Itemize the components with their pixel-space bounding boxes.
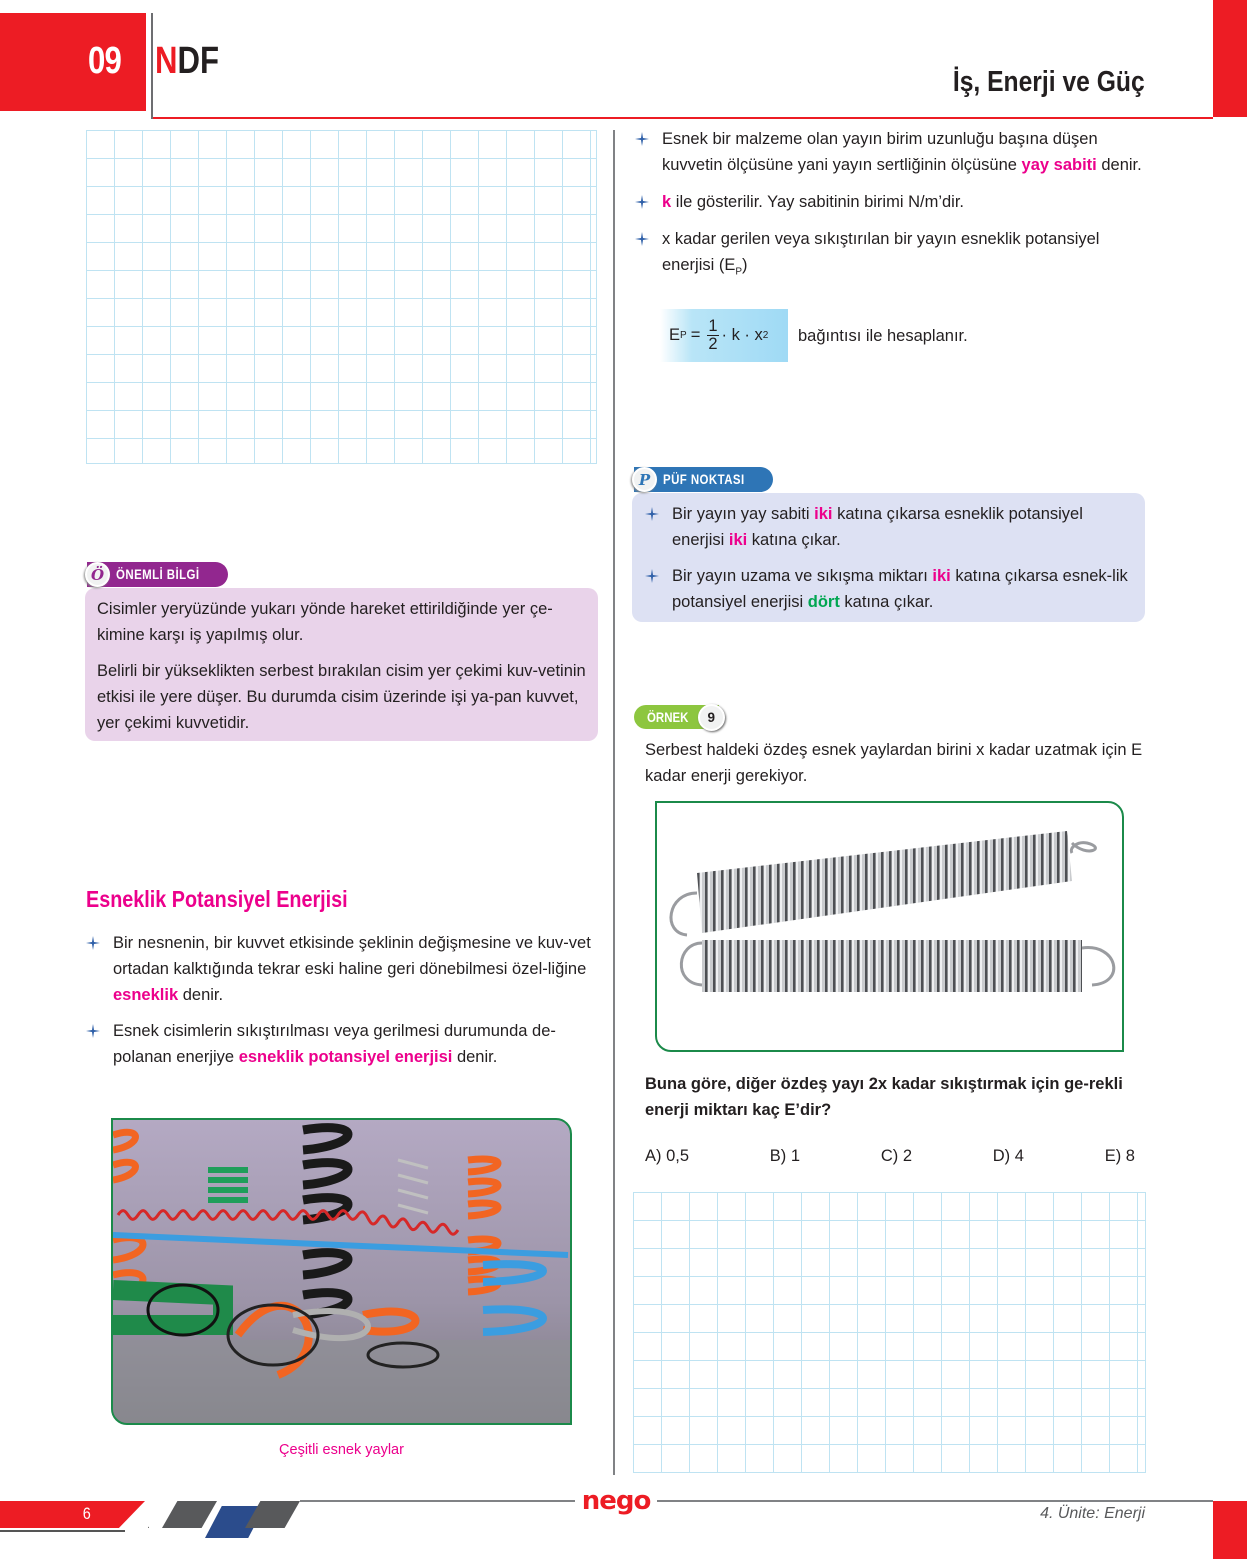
choice-c[interactable]: C) 2 [880,1147,912,1165]
choice-a[interactable]: A) 0,5 [645,1147,690,1165]
choice-e[interactable]: E) 8 [1104,1147,1135,1165]
example-label: ÖRNEK [647,709,689,725]
assorted-springs-image [113,1120,572,1425]
highlight-term: k [662,193,672,211]
puf-noktasi-box [632,493,1145,622]
bullet-text: Esnek bir malzeme olan yayın birim uzunluğu başına düşen kuvvetin ölçüsüne yani yayın sertliğinin ölçüsüne [662,130,1098,174]
puf-noktasi-label: PÜF NOKTASI [663,472,745,487]
footer-underline [0,1530,125,1532]
bullet-text: Bir yayın yay sabiti [672,505,815,523]
sparkle-bullet-icon [86,936,100,950]
sparkle-bullet-icon [635,232,649,246]
series-logo [155,40,219,83]
example-number: 9 [698,704,725,731]
section-title: Esneklik Potansiyel Enerjisi [86,886,348,912]
bullet-text: denir. [1096,156,1142,174]
bullet-text: Bir yayın uzama ve sıkışma miktarı [672,567,933,585]
onemli-bilgi-paragraph: Cisimler yeryüzünde yukarı yönde hareket ettirildiğinde yer çe-kimine karşı iş yapılmış olur. [97,600,553,644]
bullet-text: Bir nesnenin, bir kuvvet etkisinde şeklinin değişmesine ve kuv-vet ortadan kalktığında tekrar eski haline geri dönebilmesi özel-liğine [113,934,591,978]
publisher-logo: nego [575,1486,657,1516]
sparkle-bullet-icon [645,569,659,583]
list-item [86,930,601,1008]
grid-note-area-right [633,1192,1146,1473]
page-number-block [0,1501,145,1528]
footer-rule [300,1500,1213,1502]
bullet-text: ) [742,256,748,274]
highlight-term: iki [932,567,951,585]
formula-lhs-sub: P [680,330,687,341]
list-item [635,126,1150,178]
formula-equals: = [690,326,701,344]
puf-noktasi-badge [634,467,773,492]
bullet-text: x kadar gerilen veya sıkıştırılan bir yayın esneklik potansiyel enerjisi (E [662,230,1100,274]
example-badge [634,705,719,729]
bullet-text: denir. [452,1048,498,1066]
header-right-tab [1213,0,1247,117]
list-item [635,226,1150,285]
header-divider [151,13,153,119]
sparkle-bullet-icon [86,1024,100,1038]
series-logo-n: N [155,40,178,82]
bullet-text: katına çıkar. [839,593,934,611]
subscript: P [735,266,743,278]
onemli-bilgi-badge [87,562,228,587]
list-item [645,501,1135,553]
formula-box [660,309,788,362]
grid-note-area-left [86,130,597,464]
header-rule [153,117,1213,119]
fraction-denominator: 2 [708,335,718,353]
two-extension-springs-image [657,803,1124,1052]
page-number: 6 [82,1504,91,1523]
info-o-icon: Ö [85,562,110,587]
formula-suffix: bağıntısı ile hesaplanır. [798,327,968,345]
onemli-bilgi-label: ÖNEMLİ BİLGİ [116,567,200,582]
highlight-term: iki [814,505,833,523]
formula-rhs: · k · x [721,326,763,344]
choice-d[interactable]: D) 4 [992,1147,1024,1165]
formula-exponent: 2 [762,330,769,341]
series-logo-rest: DF [177,40,220,82]
onemli-bilgi-box [85,588,598,741]
image-caption: Çeşitli esnek yaylar [279,1442,404,1458]
onemli-bilgi-paragraph: Belirli bir yükseklikten serbest bırakılan cisim yer çekimi kuv-vetinin etkisi ile yere düşer. Bu durumda cisim üzerinde işi ya-pan kuvvet, yer çekimi kuvvetidir. [97,662,586,732]
bullet-text: denir. [178,986,224,1004]
sparkle-bullet-icon [645,507,659,521]
answer-choices [645,1147,1135,1166]
highlight-term: esneklik potansiyel enerjisi [238,1048,453,1066]
springs-photo [111,1118,572,1425]
column-divider [613,130,615,1475]
footer-right-tab [1213,1501,1247,1559]
highlight-term: iki [728,531,748,549]
example-text: Serbest haldeki özdeş esnek yaylardan birini x kadar uzatmak için E kadar enerji gerekiyor. [645,741,1143,785]
bullet-text: katına çıkar. [747,531,841,549]
yay-sabiti-bullets [635,126,1150,285]
tip-p-icon: P [632,467,657,492]
highlight-term: dört [807,593,840,611]
bullet-text: Esnek cisimlerin sıkıştırılması veya gerilmesi durumunda de-polanan enerjiye [113,1022,556,1066]
page-title: İş, Enerji ve Güç [953,66,1145,98]
chapter-number: 09 [88,40,122,82]
formula-fraction [707,318,718,353]
bullet-text: katına çıkarsa esnek-lik potansiyel enerjisi [672,567,1128,611]
formula-lhs: E [669,326,681,344]
highlight-term: esneklik [113,986,179,1004]
highlight-term: yay sabiti [1021,156,1097,174]
fraction-numerator: 1 [708,317,718,335]
sparkle-bullet-icon [635,132,649,146]
bullet-text: katına çıkarsa esneklik potansiyel enerjisi [672,505,1083,549]
footer-slash-gray [245,1501,300,1528]
list-item [645,563,1135,615]
example-question: Buna göre, diğer özdeş yayı 2x kadar sıkıştırmak için ge-rekli enerji miktarı kaç E’dir? [645,1075,1123,1119]
sparkle-bullet-icon [635,195,649,209]
choice-b[interactable]: B) 1 [769,1147,801,1165]
list-item [635,189,1150,215]
section-bullets [86,930,601,1070]
bullet-text: ile gösterilir. Yay sabitinin birimi N/m’dir. [671,193,965,211]
extension-springs-photo [655,801,1124,1052]
unit-label: 4. Ünite: Enerji [1040,1505,1145,1522]
list-item [86,1018,601,1070]
